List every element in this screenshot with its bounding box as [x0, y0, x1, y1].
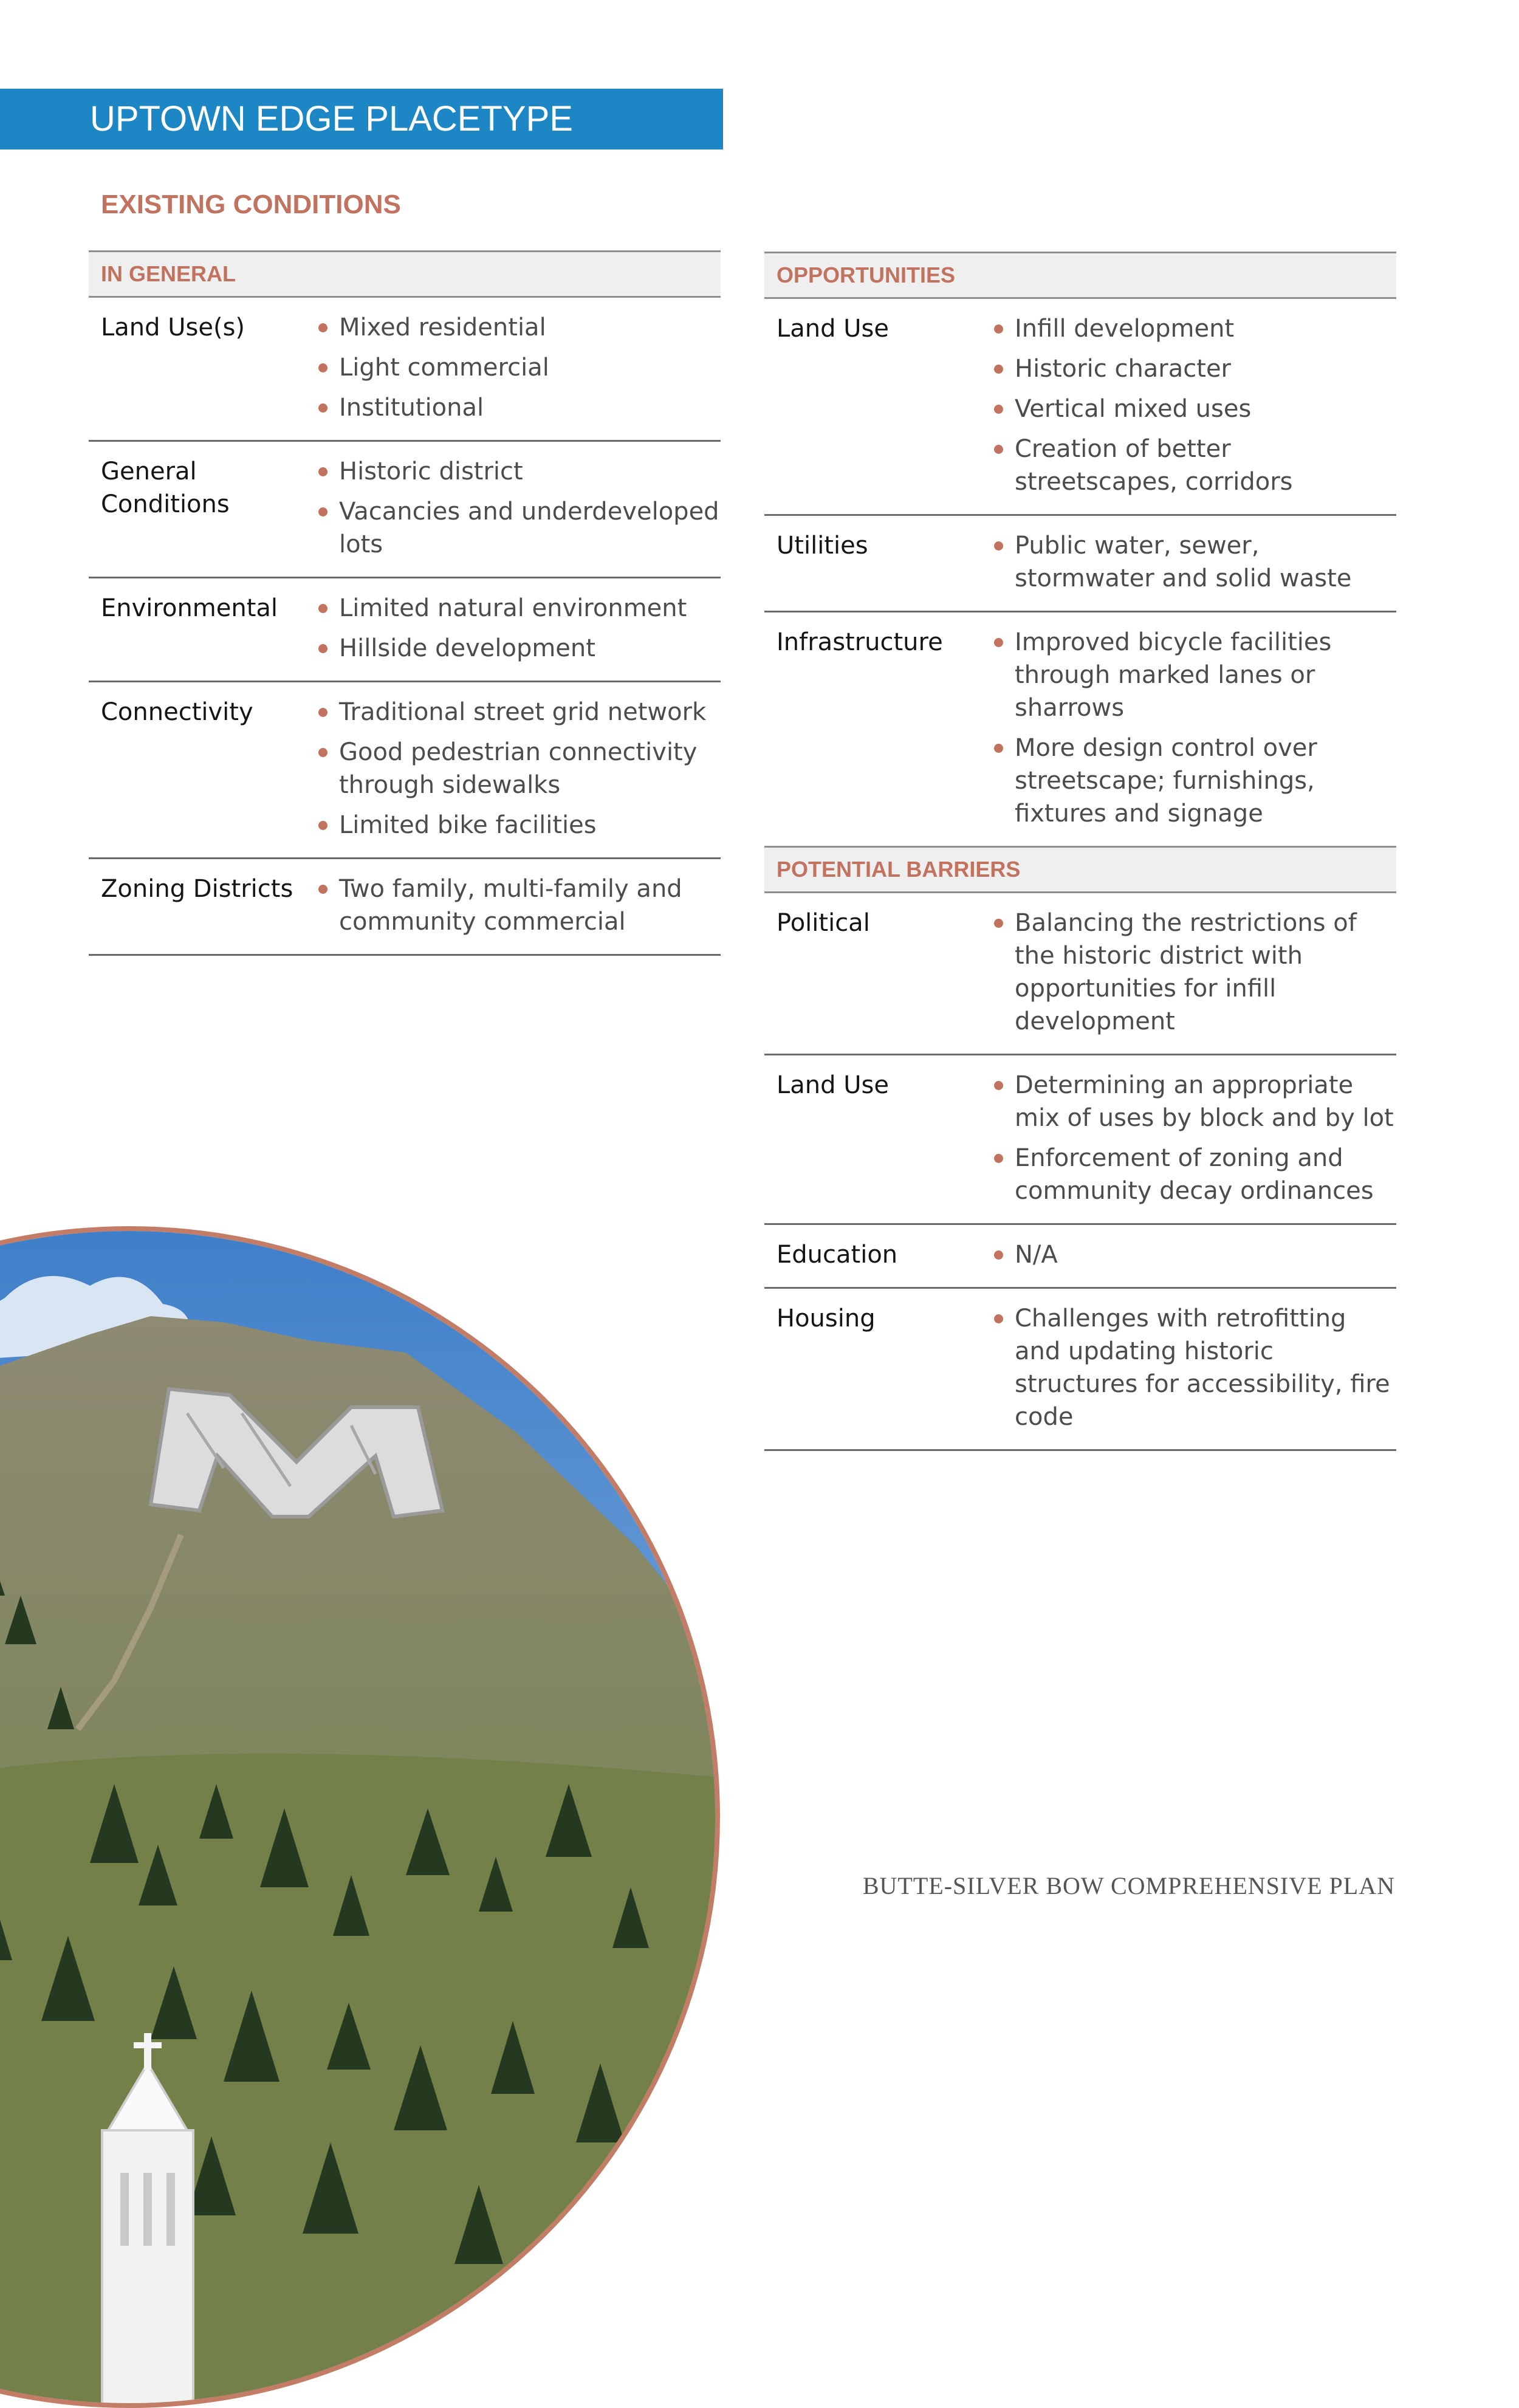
- table-row: [89, 298, 721, 442]
- list-item: Enforcement of zoning and community decay ordinances: [989, 1142, 1396, 1207]
- row-label: General Conditions: [101, 458, 230, 518]
- section-title: EXISTING CONDITIONS: [101, 190, 401, 219]
- list-item: Hillside development: [314, 632, 721, 665]
- table-row: [764, 612, 1396, 846]
- list-item: Creation of better streetscapes, corridors: [989, 433, 1396, 498]
- placetype-title: UPTOWN EDGE PLACETYPE: [90, 99, 573, 139]
- opportunities-barriers-table: [764, 252, 1396, 1451]
- barriers-heading: POTENTIAL BARRIERS: [764, 846, 1396, 893]
- hillside-m-illustration: [0, 1231, 720, 2408]
- list-item: Institutional: [314, 391, 721, 424]
- row-label: Utilities: [777, 532, 868, 560]
- list-item: Light commercial: [314, 351, 721, 384]
- row-label: Connectivity: [101, 698, 253, 726]
- row-label: Housing: [777, 1305, 876, 1333]
- table-row: [89, 859, 721, 956]
- row-label: Infrastructure: [777, 628, 943, 656]
- list-item: Improved bicycle facilities through marked lanes or sharrows: [989, 626, 1396, 724]
- list-item: Limited bike facilities: [314, 809, 721, 842]
- list-item: N/A: [989, 1238, 1396, 1271]
- in-general-table: [89, 250, 721, 956]
- list-item: Infill development: [989, 312, 1396, 345]
- in-general-heading: IN GENERAL: [89, 250, 721, 298]
- table-row: [89, 442, 721, 578]
- list-item: Determining an appropriate mix of uses by block and by lot: [989, 1069, 1396, 1134]
- list-item: Public water, sewer, stormwater and solid waste: [989, 529, 1396, 595]
- list-item: Challenges with retrofitting and updating historic structures for accessibility, fire code: [989, 1302, 1396, 1433]
- placetype-banner: [0, 89, 723, 149]
- table-row: [764, 893, 1396, 1055]
- list-item: More design control over streetscape; furnishings, fixtures and signage: [989, 732, 1396, 830]
- row-label: Education: [777, 1241, 898, 1269]
- hillside-photo: [0, 1226, 720, 2408]
- table-row: [89, 682, 721, 859]
- table-row: [764, 299, 1396, 516]
- row-label: Land Use: [777, 315, 889, 343]
- list-item: Vacancies and underdeveloped lots: [314, 495, 721, 561]
- list-item: Balancing the restrictions of the historic district with opportunities for infill development: [989, 907, 1396, 1038]
- list-item: Historic district: [314, 455, 721, 488]
- list-item: Limited natural environment: [314, 592, 721, 625]
- list-item: Historic character: [989, 352, 1396, 385]
- list-item: Vertical mixed uses: [989, 393, 1396, 425]
- row-label: Political: [777, 909, 870, 937]
- row-label: Environmental: [101, 594, 278, 622]
- opportunities-heading: OPPORTUNITIES: [764, 252, 1396, 299]
- table-row: [764, 1055, 1396, 1225]
- table-row: [764, 516, 1396, 612]
- table-row: [764, 1289, 1396, 1451]
- list-item: Good pedestrian connectivity through sidewalks: [314, 736, 721, 801]
- table-row: [89, 578, 721, 682]
- row-label: Land Use(s): [101, 314, 245, 341]
- footer-plan-title: BUTTE-SILVER BOW COMPREHENSIVE PLAN: [862, 1872, 1395, 1899]
- list-item: Mixed residential: [314, 311, 721, 344]
- row-label: Zoning Districts: [101, 875, 293, 903]
- list-item: Traditional street grid network: [314, 696, 721, 729]
- row-label: Land Use: [777, 1071, 889, 1099]
- table-row: [764, 1225, 1396, 1289]
- list-item: Two family, multi-family and community commercial: [314, 873, 721, 938]
